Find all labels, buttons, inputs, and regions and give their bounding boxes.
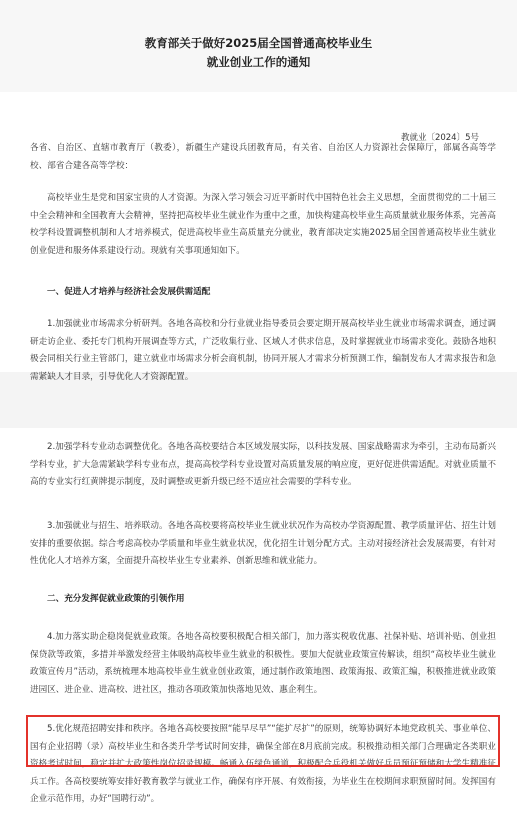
- document-number: 教就业〔2024〕5号: [400, 133, 479, 143]
- highlight-box: [26, 715, 500, 767]
- item-5-paragraph: 5.优化规范招聘安排和秩序。各地各高校要按照“能早尽早”“能扩尽扩”的原则，统筹协调好本地党政机关、事业单位、国有企业招聘（录）高校毕业生和各类升学考试时间安排，确保全部在8月底前完成。积极推动相关部门合理确定各类职业资格考试时间，稳定并扩大政策性岗位招录规模。畅通入伍绿色通道，积极配合兵役机关做好兵员预征预储和大学生精准征兵工作。各高校要统筹安排好教育教学与就业工作，确保有序开展、有效衔接，为毕业生在校期间求职预留时间。发挥国有企业示范作用，办好“国聘行动”。: [30, 724, 496, 804]
- intro-paragraph: 高校毕业生是党和国家宝贵的人才资源。为深入学习领会习近平新时代中国特色社会主义思想，全面贯彻党的二十届三中全会精神和全国教育大会精神，坚持把高校毕业生就业作为重中之重，加快构建高校毕业生高质量就业服务体系，完善高校学科设置调整机制和人才培养模式，促进高校毕业生高质量充分就业，教育部决定实施2025届全国普通高校毕业生就业创业促进和服务体系建设行动。现就有关事项通知如下。: [30, 193, 496, 256]
- item-1-paragraph: 1.加强就业市场需求分析研判。各地各高校和分行业就业指导委员会要定期开展高校毕业生就业市场需求调查，通过调研走访企业、委托专门机构开展调查等方式，广泛收集行业、区域人才供求信息，及时掌握就业市场需求变化。鼓励各地积极会同相关行业主管部门，建立就业市场需求分析会商机制，协同开展人才需求分析预测工作，编制发布人才需求报告和急需紧缺人才目录，引导优化人才资源配置。: [30, 319, 496, 382]
- section-heading-1: 一、促进人才培养与经济社会发展供需适配: [47, 287, 211, 297]
- document-title-line1: 教育部关于做好2025届全国普通高校毕业生: [144, 36, 373, 50]
- section-heading-2: 二、充分发挥促就业政策的引领作用: [47, 594, 185, 604]
- item-3-paragraph: 3.加强就业与招生、培养联动。各地各高校要将高校毕业生就业状况作为高校办学资源配置、教学质量评估、招生计划安排的重要依据。综合考虑高校办学质量和毕业生就业状况，优化招生计划分配方式。主动对接经济社会发展需要，有针对性优化人才培养方案，全面提升高校毕业生专业素养、创新思维和就业能力。: [30, 521, 496, 566]
- document-title-line2: 就业创业工作的通知: [206, 55, 311, 69]
- addressee-paragraph: 各省、自治区、直辖市教育厅（教委），新疆生产建设兵团教育局，有关省、自治区人力资源社会保障厅，部属各高等学校、部省合建各高等学校：: [30, 143, 496, 171]
- item-2-paragraph: 2.加强学科专业动态调整优化。各地各高校要结合本区域发展实际，以科技发展、国家战略需求为牵引，主动布局新兴学科专业，扩大急需紧缺学科专业布点，提高高校学科专业设置对高质量发展的响应度，更好促进供需适配。对就业质量不高的专业实行红黄牌提示制度，及时调整或更新升级已经不适应社会需要的学科专业。: [30, 442, 496, 487]
- item-4-paragraph: 4.加力落实助企稳岗促就业政策。各地各高校要积极配合相关部门，加力落实税收优惠、社保补贴、培训补贴、创业担保贷款等政策，多措并举激发经营主体吸纳高校毕业生就业的积极性。要加大促就业政策宣传解读，组织“高校毕业生就业政策宣传月”活动，系统梳理本地高校毕业生就业创业政策，通过制作政策地图、政策海报、政策汇编，积极推进就业政策进园区、进企业、进高校、进社区，推动各项政策加快落地见效、惠企利生。: [30, 632, 496, 695]
